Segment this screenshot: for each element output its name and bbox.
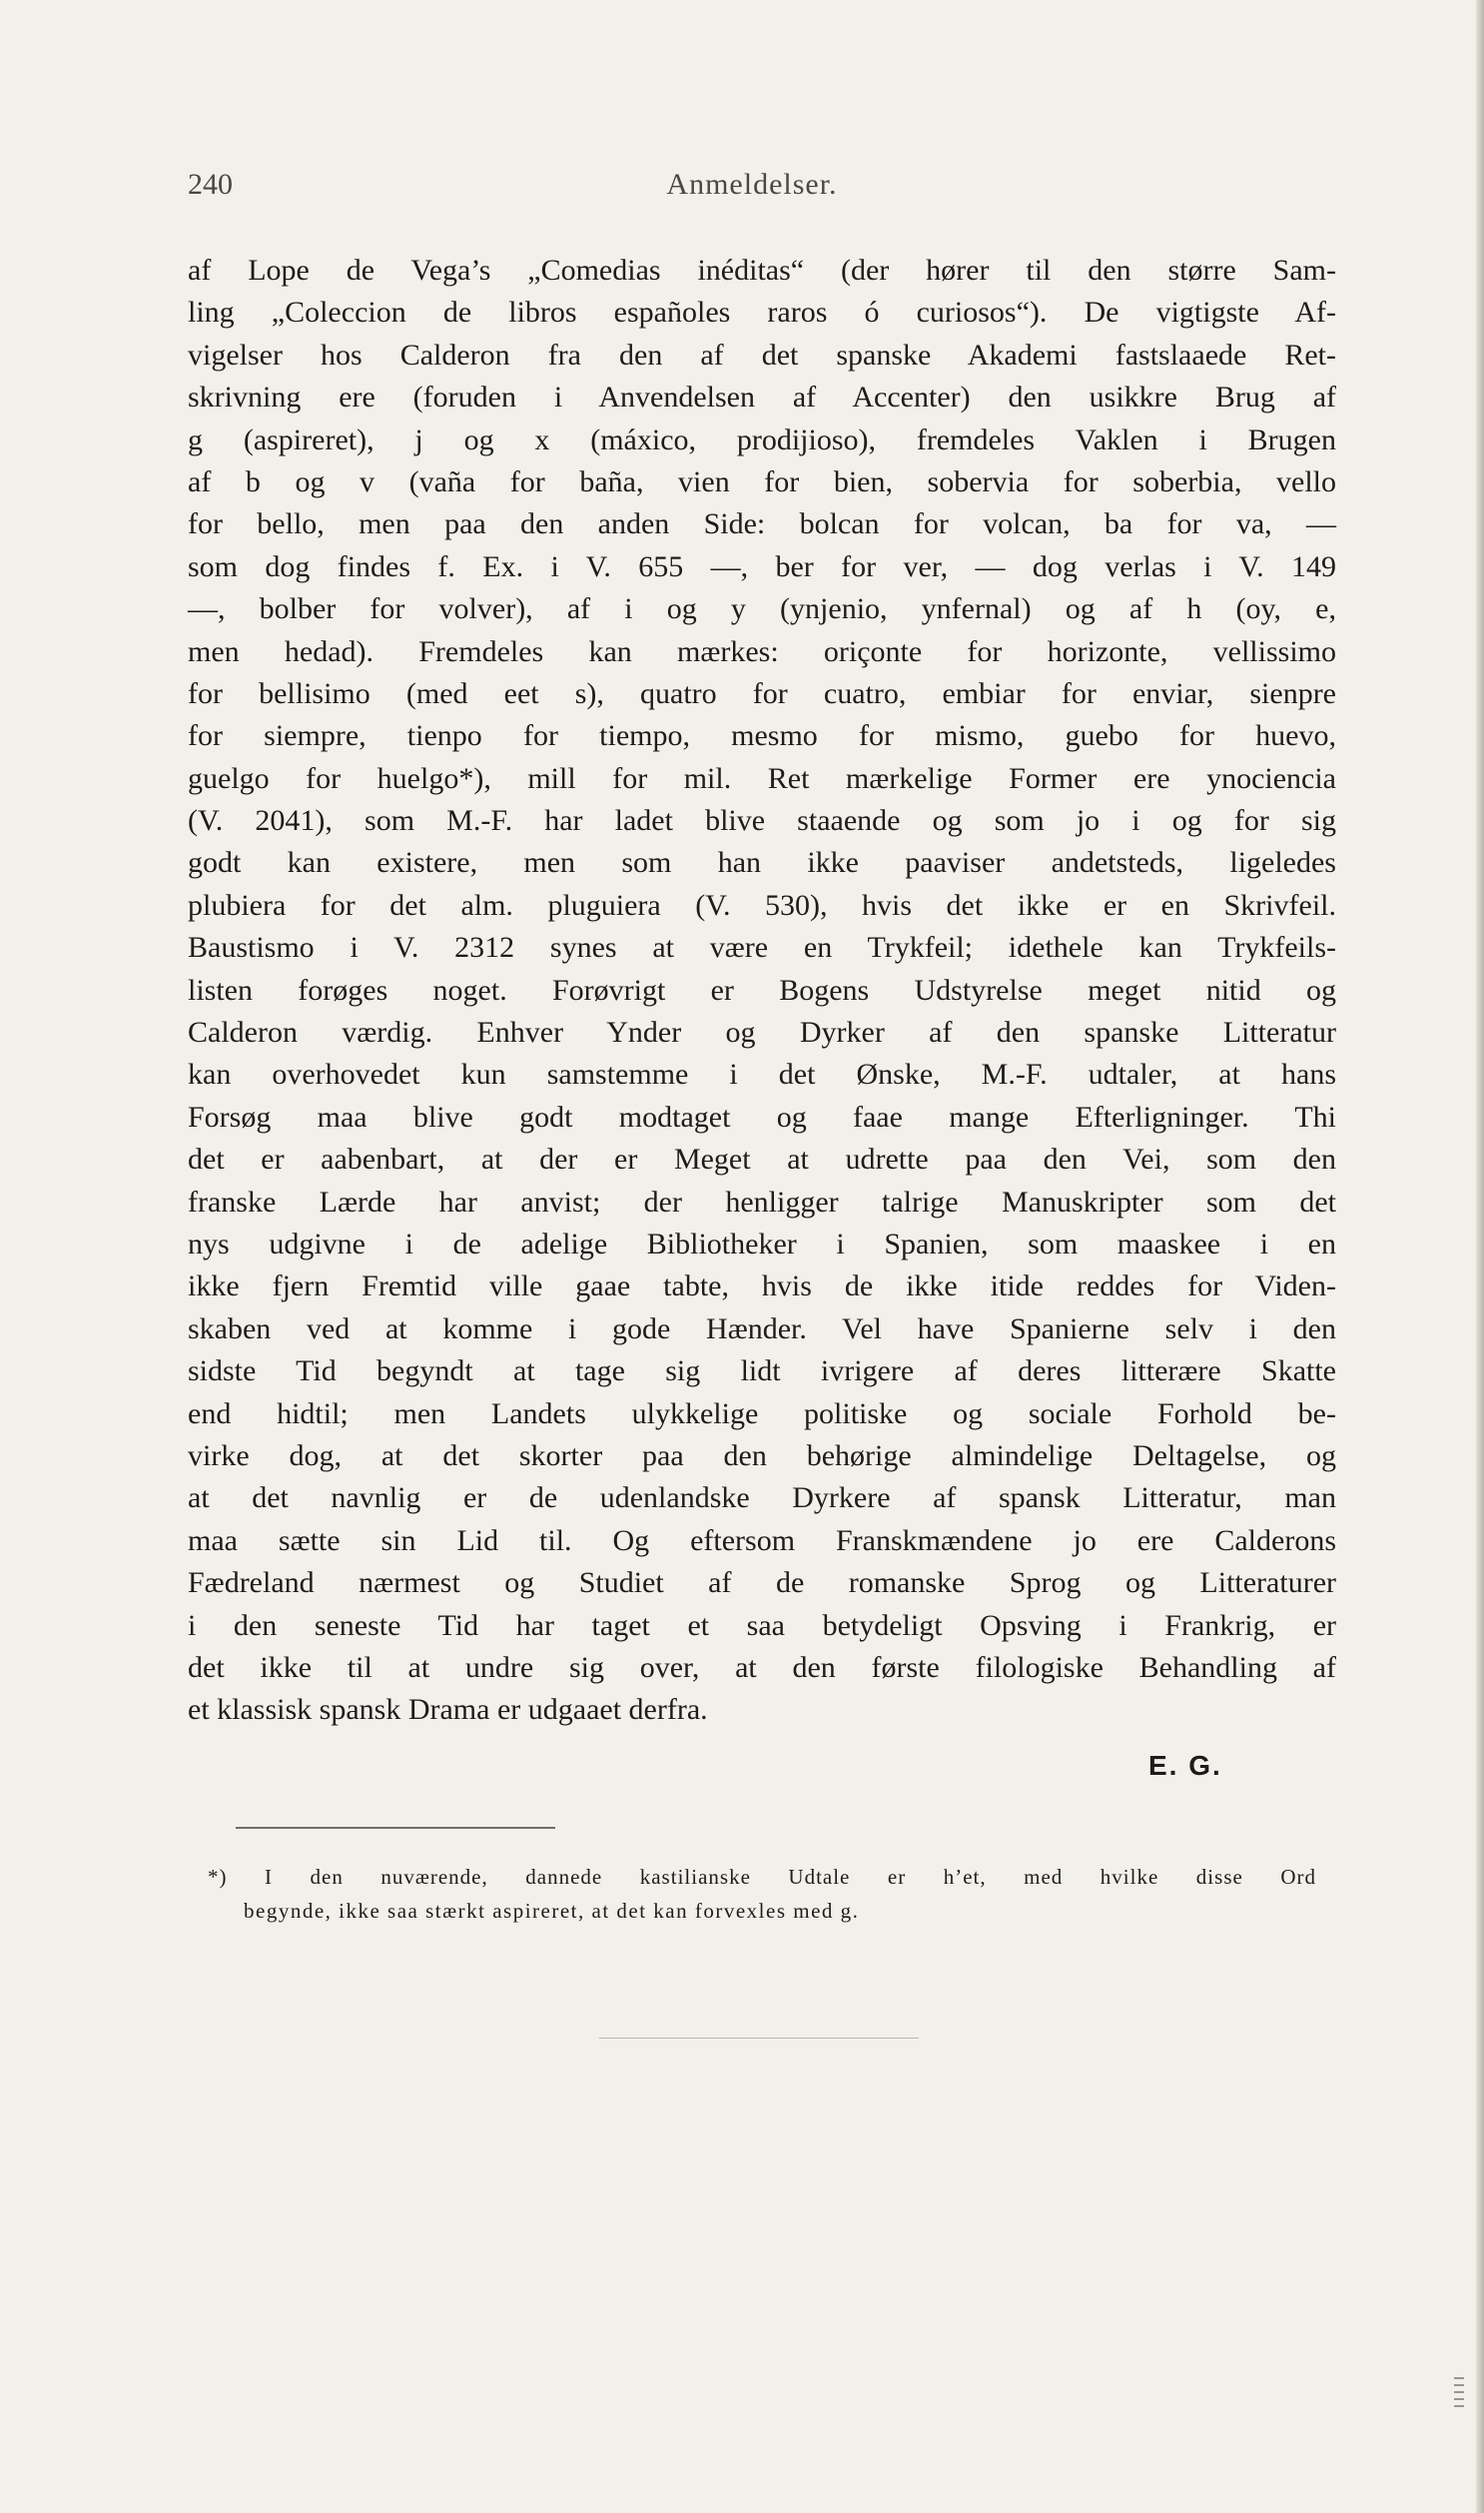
footnote-line: *) I den nuværende, dannede kastilianske Udtale er h’et, med hvilke disse Ord xyxy=(208,1865,1316,1889)
author-signature: E. G. xyxy=(1148,1750,1222,1781)
text-line: end hidtil; men Landets ulykkelige politiske og sociale Forhold be- xyxy=(188,1396,1336,1430)
text-line: det er aabenbart, at der er Meget at udrette paa den Vei, som den xyxy=(188,1143,1336,1177)
text-line: Calderon værdig. Enhver Ynder og Dyrker af den spanske Litteratur xyxy=(188,1016,1336,1050)
text-line-last: et klassisk spansk Drama er udgaaet derfra. xyxy=(188,1693,708,1727)
text-line: g (aspireret), j og x (máxico, prodijioso), fremdeles Vaklen i Brugen xyxy=(188,422,1336,456)
text-line: (V. 2041), som M.-F. har ladet blive staaende og som jo i og for sig xyxy=(188,804,1336,838)
text-line: listen forøges noget. Forøvrigt er Bogens Udstyrelse meget nitid og xyxy=(188,973,1336,1007)
text-line: skrivning ere (foruden i Anvendelsen af Accenter) den usikkre Brug af xyxy=(188,381,1336,415)
text-line: som dog findes f. Ex. i V. 655 —, ber for ver, — dog verlas i V. 149 xyxy=(188,549,1336,583)
running-title: Anmeldelser. xyxy=(666,168,838,201)
text-line: —, bolber for volver), af i og y (ynjenio, ynfernal) og af h (oy, e, xyxy=(188,592,1336,626)
text-line: for siempre, tienpo for tiempo, mesmo for mismo, guebo for huevo, xyxy=(188,719,1336,753)
text-line: guelgo for huelgo*), mill for mil. Ret mærkelige Former ere ynociencia xyxy=(188,761,1336,795)
text-line: plubiera for det alm. pluguiera (V. 530), hvis det ikke er en Skrivfeil. xyxy=(188,888,1336,922)
text-line: for bello, men paa den anden Side: bolcan for volcan, ba for va, — xyxy=(188,507,1336,541)
body-text xyxy=(188,250,1336,1732)
text-line: af Lope de Vega’s „Comedias inéditas“ (der hører til den større Sam- xyxy=(188,254,1336,287)
text-line: Fædreland nærmest og Studiet af de romanske Sprog og Litteraturer xyxy=(188,1566,1336,1600)
text-line: Forsøg maa blive godt modtaget og faae mange Efterligninger. Thi xyxy=(188,1100,1336,1134)
text-line: det ikke til at undre sig over, at den første filologiske Behandling af xyxy=(188,1650,1336,1684)
text-line: virke dog, at det skorter paa den behørige almindelige Deltagelse, og xyxy=(188,1438,1336,1472)
text-line: af b og v (vaña for baña, vien for bien, sobervia for soberbia, vello xyxy=(188,464,1336,498)
text-line: i den seneste Tid har taget et saa betydeligt Opsving i Frankrig, er xyxy=(188,1608,1336,1642)
text-line: Baustismo i V. 2312 synes at være en Trykfeil; idethele kan Trykfeils- xyxy=(188,931,1336,965)
text-line: ikke fjern Fremtid ville gaae tabte, hvis de ikke itide reddes for Viden- xyxy=(188,1269,1336,1303)
text-line: kan overhovedet kun samstemme i det Ønske, M.-F. udtaler, at hans xyxy=(188,1058,1336,1092)
page-number: 240 xyxy=(188,168,233,201)
text-line: godt kan existere, men som han ikke paaviser andetsteds, ligeledes xyxy=(188,846,1336,880)
text-line: nys udgivne i de adelige Bibliotheker i Spanien, som maaskee i en xyxy=(188,1227,1336,1260)
text-line: maa sætte sin Lid til. Og eftersom Franskmændene jo ere Calderons xyxy=(188,1523,1336,1557)
text-line: at det navnlig er de udenlandske Dyrkere af spansk Litteratur, man xyxy=(188,1481,1336,1515)
page-edge-shadow xyxy=(1476,0,1484,2513)
margin-tick-marks xyxy=(1454,2377,1470,2457)
bottom-divider xyxy=(599,2038,919,2039)
text-line: vigelser hos Calderon fra den af det spanske Akademi fastslaaede Ret- xyxy=(188,338,1336,372)
page-header xyxy=(188,168,1316,218)
footnote-line: begynde, ikke saa stærkt aspireret, at det kan forvexles med g. xyxy=(244,1899,860,1923)
footnote-divider xyxy=(236,1827,555,1829)
text-line: skaben ved at komme i gode Hænder. Vel have Spanierne selv i den xyxy=(188,1311,1336,1345)
footnote xyxy=(208,1860,1316,1928)
text-line: ling „Coleccion de libros españoles raros ó curiosos“). De vigtigste Af- xyxy=(188,296,1336,330)
text-line: men hedad). Fremdeles kan mærkes: oriçonte for horizonte, vellissimo xyxy=(188,634,1336,668)
text-line: for bellisimo (med eet s), quatro for cuatro, embiar for enviar, sienpre xyxy=(188,676,1336,710)
text-line: franske Lærde har anvist; der henligger talrige Manuskripter som det xyxy=(188,1185,1336,1219)
text-line: sidste Tid begyndt at tage sig lidt ivrigere af deres litterære Skatte xyxy=(188,1354,1336,1388)
